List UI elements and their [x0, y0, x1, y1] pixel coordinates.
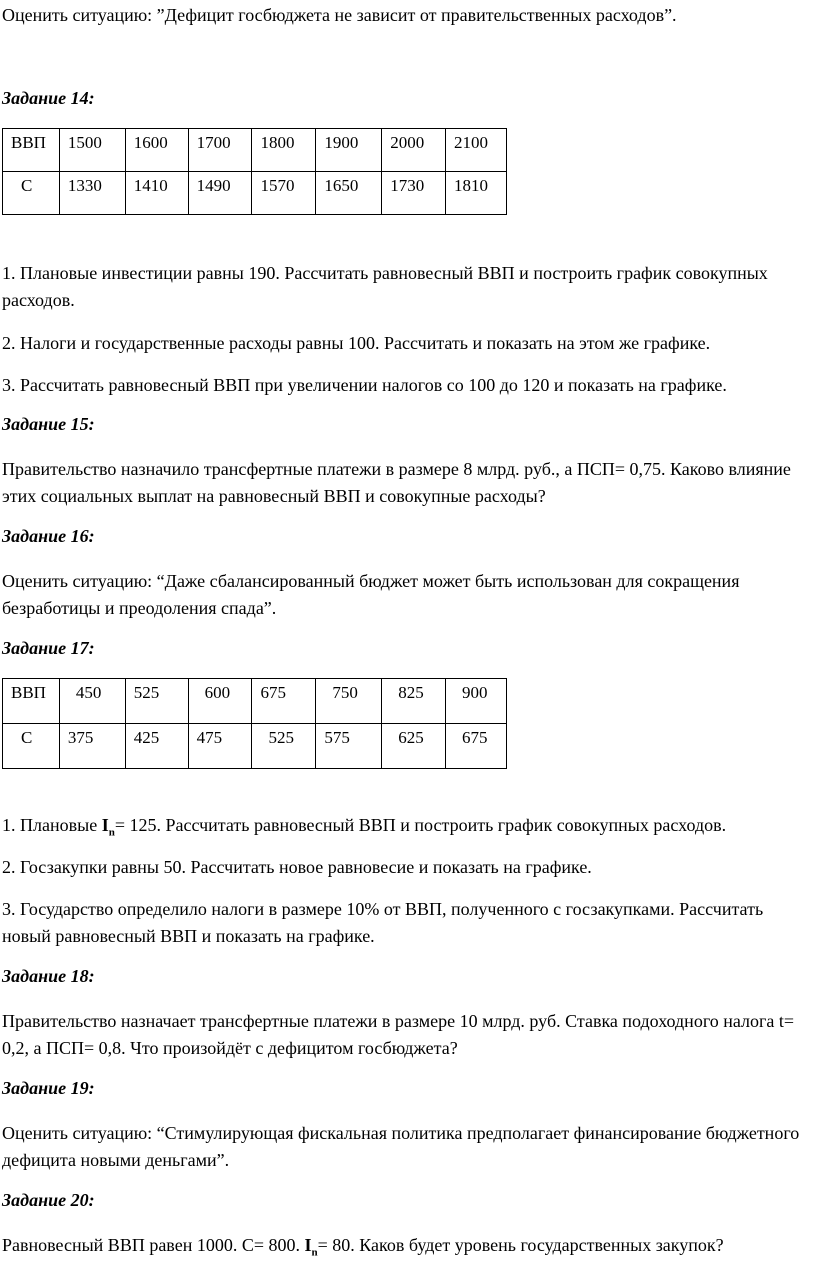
investment-subscript: n — [108, 826, 115, 839]
task17-item-2: 2. Госзакупки равны 50. Рассчитать новое равновесие и показать на графике. — [2, 857, 592, 877]
table-cell: 450 — [59, 679, 125, 724]
task18-text: Правительство назначает трансфертные платежи в размере 10 млрд. руб. Ставка подоходного налога t= 0,2, а ПСП= 0,8. Что произойдёт с дефицитом госбюджета? — [2, 1011, 795, 1058]
table-cell: 1900 — [316, 129, 382, 172]
table-cell: 525 — [125, 679, 188, 724]
table-cell: 525 — [252, 724, 316, 769]
table-cell: 1700 — [188, 129, 252, 172]
table-cell: 750 — [316, 679, 382, 724]
table-row — [3, 129, 507, 172]
row-label: ВВП — [3, 679, 60, 724]
task20-text — [2, 1232, 810, 1259]
row-label: С — [3, 172, 60, 215]
intro-statement: Оценить ситуацию: ”Дефицит госбюджета не зависит от правительственных расходов”. — [2, 5, 677, 25]
table-cell: 2100 — [446, 129, 507, 172]
table-cell: 1600 — [125, 129, 188, 172]
table-cell: 1730 — [382, 172, 446, 215]
table-cell: 1500 — [59, 129, 125, 172]
investment-symbol: I — [304, 1235, 312, 1255]
task17-item-1-post: = 125. Рассчитать равновесный ВВП и построить график совокупных расходов. — [114, 815, 727, 835]
task17-item-1 — [2, 812, 810, 839]
table-cell: 375 — [59, 724, 125, 769]
task17-table — [2, 678, 507, 769]
table-cell: 1490 — [188, 172, 252, 215]
table-cell: 575 — [316, 724, 382, 769]
task14-table — [2, 128, 507, 215]
table-cell: 825 — [382, 679, 446, 724]
task14-item-1: 1. Плановые инвестиции равны 190. Рассчитать равновесный ВВП и построить график совокупных расходов. — [2, 263, 768, 310]
table-cell: 675 — [252, 679, 316, 724]
task17-item-1-pre: 1. Плановые — [2, 815, 102, 835]
table-cell: 900 — [446, 679, 507, 724]
table-cell: 475 — [188, 724, 252, 769]
task14-item-2: 2. Налоги и государственные расходы равны 100. Рассчитать и показать на этом же графике. — [2, 333, 711, 353]
table-cell: 1650 — [316, 172, 382, 215]
table-cell: 425 — [125, 724, 188, 769]
task18-heading: Задание 18: — [2, 966, 95, 986]
table-row — [3, 679, 507, 724]
task16-heading: Задание 16: — [2, 526, 95, 546]
task19-heading: Задание 19: — [2, 1078, 95, 1098]
task14-item-3: 3. Рассчитать равновесный ВВП при увеличении налогов со 100 до 120 и показать на графике. — [2, 375, 727, 395]
task15-heading: Задание 15: — [2, 414, 95, 434]
table-cell: 625 — [382, 724, 446, 769]
table-cell: 1810 — [446, 172, 507, 215]
table-cell: 2000 — [382, 129, 446, 172]
task19-text: Оценить ситуацию: “Стимулирующая фискальная политика предполагает финансирование бюджетного дефицита новыми деньгами”. — [2, 1123, 800, 1170]
task17-heading: Задание 17: — [2, 638, 95, 658]
table-cell: 600 — [188, 679, 252, 724]
table-cell: 1800 — [252, 129, 316, 172]
task20-text-pre: Равновесный ВВП равен 1000. С= 800. — [2, 1235, 305, 1255]
task20-heading: Задание 20: — [2, 1190, 95, 1210]
investment-symbol: I — [101, 815, 109, 835]
task17-item-3: 3. Государство определило налоги в размере 10% от ВВП, полученного с госзакупками. Рассчитать новый равновесный ВВП и показать на графике. — [2, 899, 764, 946]
table-cell: 1410 — [125, 172, 188, 215]
row-label: ВВП — [3, 129, 60, 172]
table-row — [3, 724, 507, 769]
investment-subscript: n — [311, 1246, 318, 1259]
table-cell: 1330 — [59, 172, 125, 215]
task14-heading: Задание 14: — [2, 88, 95, 108]
task15-text: Правительство назначило трансфертные платежи в размере 8 млрд. руб., а ПСП= 0,75. Каково влияние этих социальных выплат на равновесный ВВП и совокупные расходы? — [2, 459, 791, 506]
task20-text-post: = 80. Каков будет уровень государственных закупок? — [317, 1235, 724, 1255]
row-label: С — [3, 724, 60, 769]
table-cell: 1570 — [252, 172, 316, 215]
task16-text: Оценить ситуацию: “Даже сбалансированный бюджет может быть использован для сокращения безработицы и преодоления спада”. — [2, 571, 740, 618]
table-row — [3, 172, 507, 215]
table-cell: 675 — [446, 724, 507, 769]
